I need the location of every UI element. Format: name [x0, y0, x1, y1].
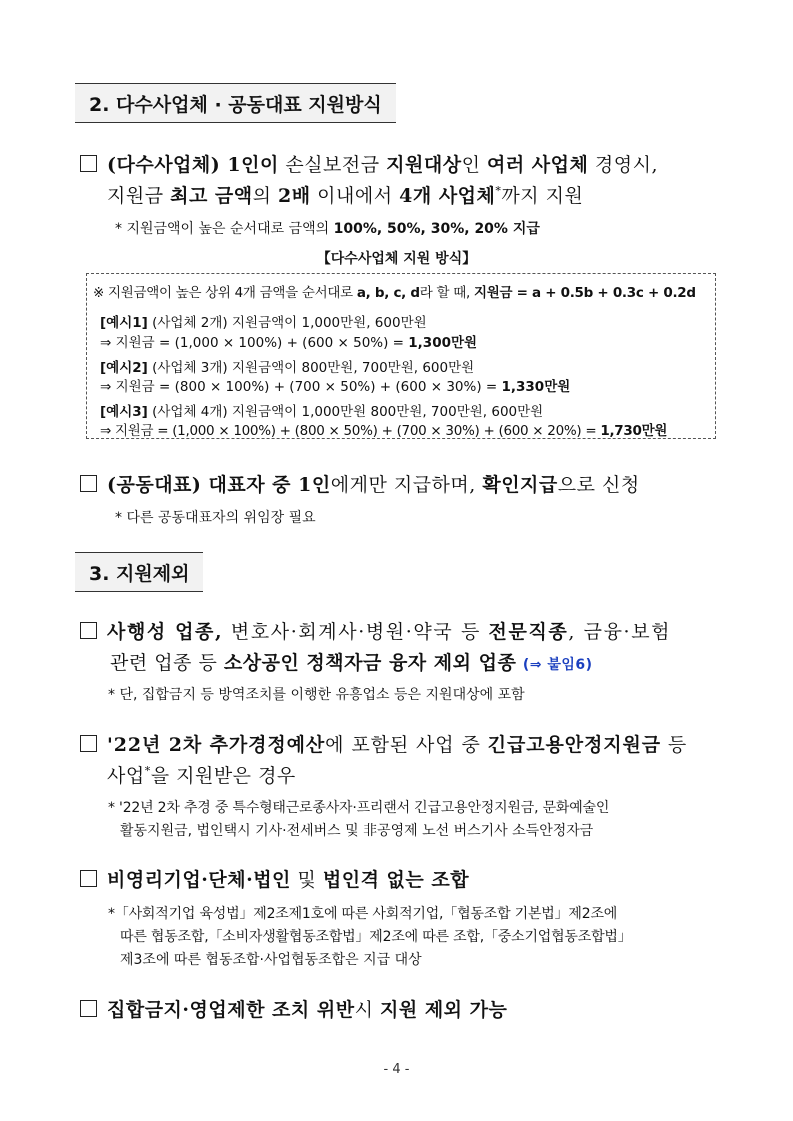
checkbox-square-icon	[80, 735, 97, 752]
checkbox-square-icon	[80, 622, 97, 639]
excluded-industries-note: * 단, 집합금지 등 방역조치를 이행한 유흥업소 등은 지원대상에 포함	[108, 687, 525, 703]
example-box-title: 【다수사업체 지원 방식】	[316, 251, 477, 267]
multi-business-item-line2: 지원금 최고 금액의 2배 이내에서 4개 사업체*까지 지원	[107, 184, 584, 207]
example-2-desc: [예시2] (사업체 3개) 지원금액이 800만원, 700만원, 600만원	[100, 360, 475, 376]
supplementary-budget-line2: 사업*을 지원받은 경우	[107, 764, 296, 787]
example-3-desc: [예시3] (사업체 4개) 지원금액이 1,000만원 800만원, 700만원, 600만원	[100, 404, 544, 420]
supplementary-budget-note-line2: 활동지원금, 법인택시 기사·전세버스 및 非공영제 노선 버스기사 소득안정자금	[120, 823, 594, 839]
supplementary-budget-note-line1: * '22년 2차 추경 중 특수형태근로종사자·프리랜서 긴급고용안정지원금, 문화예술인	[108, 800, 610, 816]
section-2-title: 2. 다수사업체 · 공동대표 지원방식	[89, 93, 382, 116]
nonprofit-note-line3: 제3조에 따른 협동조합·사업협동조합은 지급 대상	[120, 952, 422, 968]
formula-intro: ※ 지원금액이 높은 상위 4개 금액을 순서대로 a, b, c, d라 할 때, 지원금 = a + 0.5b + 0.3c + 0.2d	[93, 285, 696, 301]
section-3-title: 3. 지원제외	[89, 562, 190, 585]
page-number: - 4 -	[383, 1062, 410, 1077]
example-box	[86, 273, 716, 439]
example-3-calc: ⇒ 지원금 = (1,000 × 100%) + (800 × 50%) + (700 × 30%) + (600 × 20%) = 1,730만원	[100, 423, 668, 439]
nonprofit-item: 비영리기업·단체·법인 및 법인격 없는 조합	[80, 865, 469, 892]
supplementary-budget-line1: '22년 2차 추가경정예산에 포함된 사업 중 긴급고용안정지원금 등	[80, 730, 687, 757]
appendix-6-reference: (⇒ 붙임6)	[522, 657, 593, 673]
excluded-industries-line1: 사행성 업종, 변호사·회계사·병원·약국 등 전문직종, 금융·보험	[80, 617, 671, 644]
section-2-header	[75, 83, 396, 123]
checkbox-square-icon	[80, 1000, 97, 1017]
co-representative-item: (공동대표) 대표자 중 1인에게만 지급하며, 확인지급으로 신청	[80, 470, 640, 497]
checkbox-square-icon	[80, 870, 97, 887]
violation-item: 집합금지·영업제한 조치 위반시 지원 제외 가능	[80, 995, 507, 1022]
nonprofit-note-line1: *「사회적기업 육성법」제2조제1호에 따른 사회적기업,「협동조합 기본법」제2조에	[108, 906, 618, 922]
nonprofit-note-line2: 따른 협동조합,「소비자생활협동조합법」제2조에 따른 조합,「중소기업협동조합법」	[120, 929, 632, 945]
co-representative-note: * 다른 공동대표자의 위임장 필요	[115, 510, 316, 526]
example-2-calc: ⇒ 지원금 = (800 × 100%) + (700 × 50%) + (600 × 30%) = 1,330만원	[100, 379, 571, 395]
example-1-desc: [예시1] (사업체 2개) 지원금액이 1,000만원, 600만원	[100, 315, 427, 331]
excluded-industries-line2: 관련 업종 등 소상공인 정책자금 융자 제외 업종 (⇒ 붙임6)	[110, 652, 593, 674]
checkbox-square-icon	[80, 155, 97, 172]
multi-business-note: * 지원금액이 높은 순서대로 금액의 100%, 50%, 30%, 20% 지급	[115, 221, 540, 237]
section-3-header	[75, 552, 203, 592]
multi-business-item-line1: (다수사업체) 1인이 손실보전금 지원대상인 여러 사업체 경영시,	[80, 150, 658, 177]
example-1-calc: ⇒ 지원금 = (1,000 × 100%) + (600 × 50%) = 1,300만원	[100, 335, 478, 351]
checkbox-square-icon	[80, 475, 97, 492]
